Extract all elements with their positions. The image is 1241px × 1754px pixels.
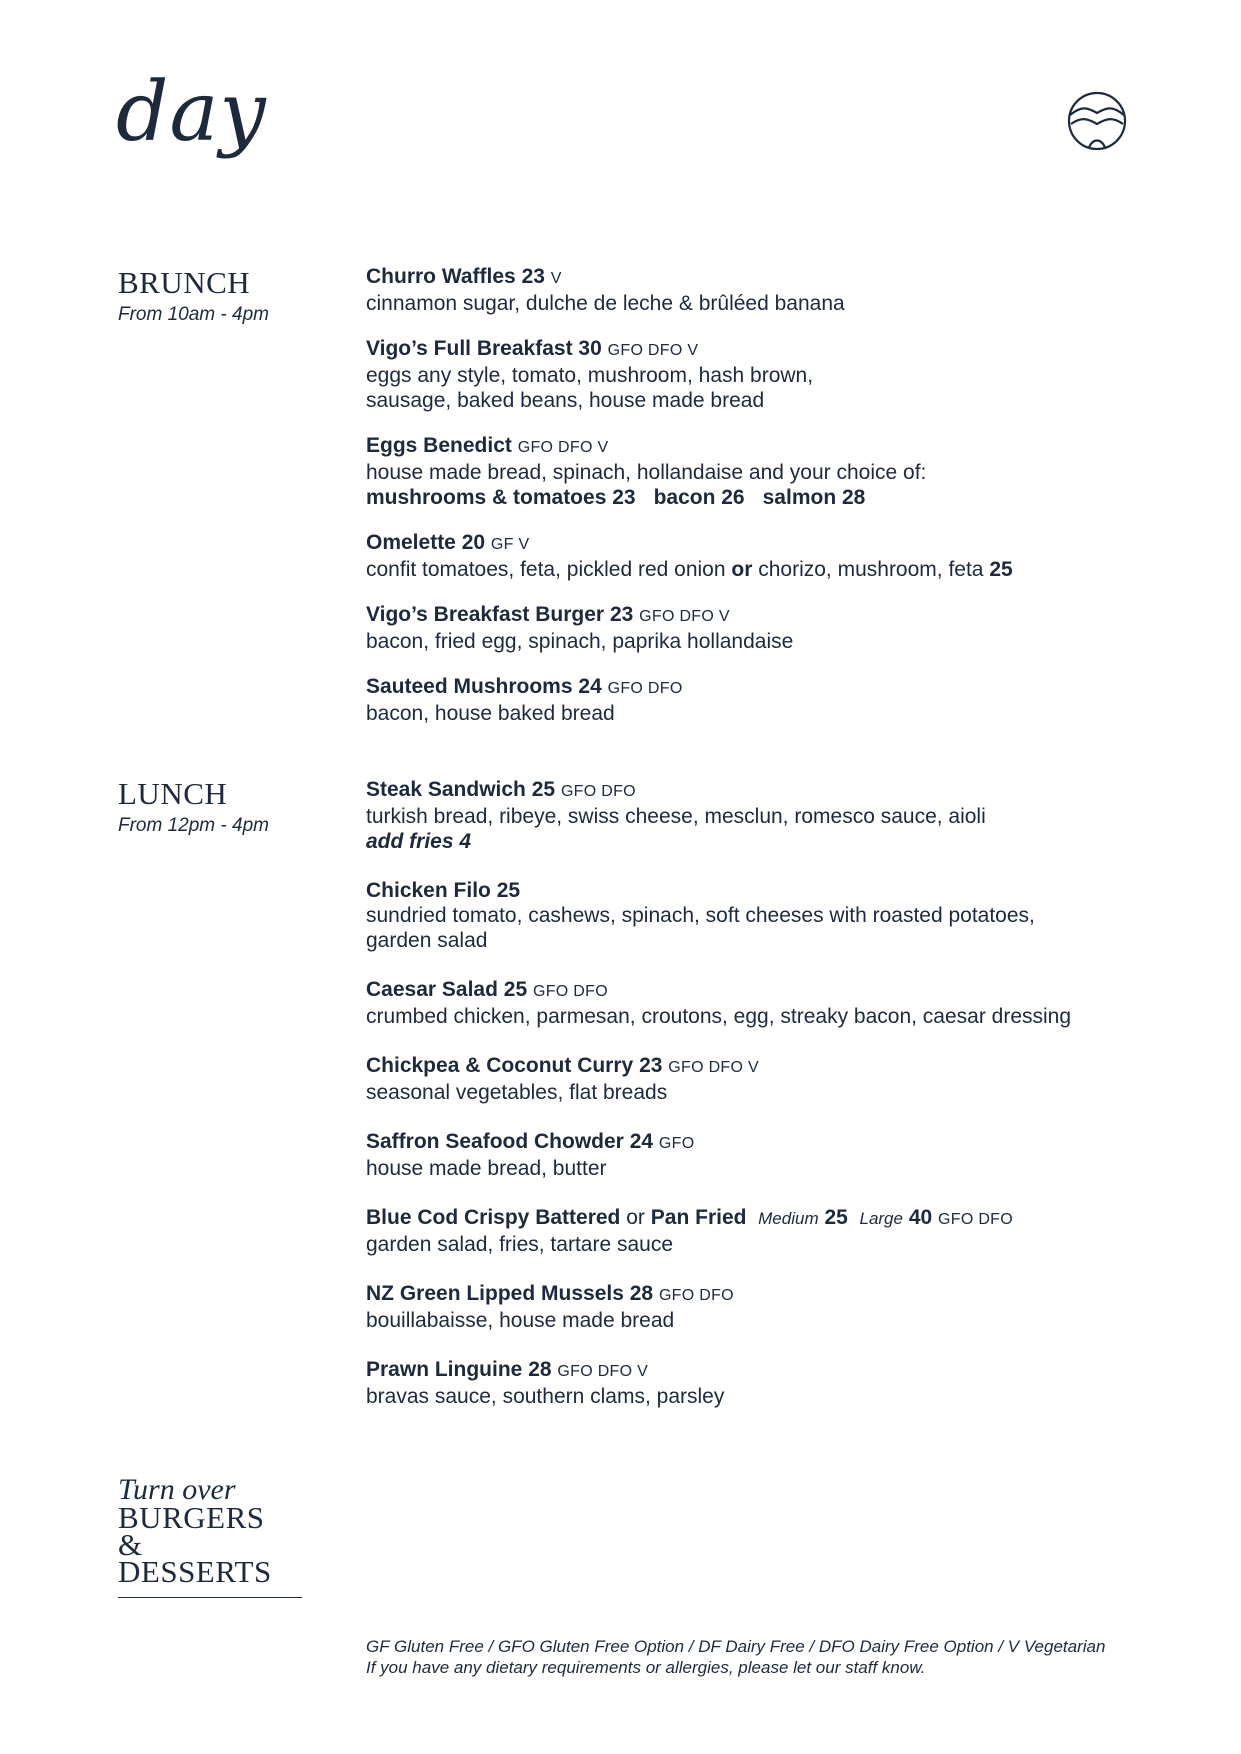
menu-item xyxy=(366,878,1226,953)
item-tags: GFO DFO xyxy=(560,783,636,800)
item-tags: V xyxy=(550,270,562,287)
menu-item xyxy=(366,977,1226,1029)
menu-item xyxy=(366,530,1226,582)
item-price: 23 xyxy=(609,603,634,626)
item-price: 23 xyxy=(521,265,545,288)
item-description: sausage, baked beans, house made bread xyxy=(366,389,765,412)
item-description: eggs any style, tomato, mushroom, hash brown, xyxy=(366,364,814,387)
item-price: 40 xyxy=(908,1206,933,1229)
item-tags: GFO DFO xyxy=(938,1211,1013,1228)
section-name: LUNCH xyxy=(118,776,228,811)
item-description: crumbed chicken, parmesan, croutons, egg, streaky bacon, caesar dressing xyxy=(366,1005,1072,1028)
item-price: 25 xyxy=(496,879,521,902)
item-price: 28 xyxy=(629,1282,654,1305)
item-option: mushrooms & tomatoes 23 xyxy=(366,486,636,509)
item-description: confit tomatoes, feta, pickled red onion or chorizo, mushroom, feta 25 xyxy=(366,558,1013,581)
section-name: BRUNCH xyxy=(118,265,251,300)
item-tags: GFO DFO V xyxy=(607,342,699,359)
turn-over-line: & DESSERTS xyxy=(118,1527,272,1589)
item-name: Eggs Benedict xyxy=(366,434,512,457)
item-description: house made bread, spinach, hollandaise and your choice of: xyxy=(366,461,927,484)
menu-item xyxy=(366,336,1226,413)
item-price: 24 xyxy=(578,675,602,698)
item-tags: GF V xyxy=(490,536,530,553)
item-name: Blue Cod Crispy Battered xyxy=(366,1206,621,1229)
size-label: Medium xyxy=(758,1209,819,1228)
item-name: Chicken Filo xyxy=(366,879,491,902)
item-description: bravas sauce, southern clams, parsley xyxy=(366,1385,725,1408)
item-description: garden salad, fries, tartare sauce xyxy=(366,1233,674,1256)
dietary-legend xyxy=(366,1636,1105,1678)
item-name: Chickpea & Coconut Curry xyxy=(366,1054,634,1077)
item-price: 25 xyxy=(531,778,556,801)
menu-item xyxy=(366,1281,1226,1333)
size-label: Large xyxy=(859,1209,903,1228)
item-description: bacon, fried egg, spinach, paprika hollandaise xyxy=(366,630,794,653)
menu-title: day xyxy=(116,65,267,160)
item-name-alt: Pan Fried xyxy=(650,1206,747,1229)
item-tags: GFO DFO xyxy=(607,680,683,697)
item-description: bouillabaisse, house made bread xyxy=(366,1309,675,1332)
item-name: Sauteed Mushrooms xyxy=(366,675,573,698)
item-name: Churro Waffles xyxy=(366,265,516,288)
item-name: Steak Sandwich xyxy=(366,778,526,801)
item-name: NZ Green Lipped Mussels xyxy=(366,1282,624,1305)
item-extra: add fries 4 xyxy=(366,830,472,853)
brunch-items xyxy=(366,264,1226,746)
lunch-items xyxy=(366,777,1226,1433)
item-tags: GFO DFO xyxy=(532,983,608,1000)
section-time: From 10am - 4pm xyxy=(118,304,269,326)
item-description: garden salad xyxy=(366,929,488,952)
item-name: Vigo’s Breakfast Burger xyxy=(366,603,605,626)
menu-item xyxy=(366,433,1226,510)
item-description: cinnamon sugar, dulche de leche & brûléed banana xyxy=(366,292,845,315)
item-price: 28 xyxy=(528,1358,552,1381)
wave-circle-icon xyxy=(1067,91,1127,151)
menu-item xyxy=(366,1129,1226,1181)
menu-item xyxy=(366,674,1226,726)
item-tags: GFO xyxy=(658,1135,695,1152)
item-name: Prawn Linguine xyxy=(366,1358,523,1381)
item-description: bacon, house baked bread xyxy=(366,702,615,725)
item-name: Omelette xyxy=(366,531,456,554)
item-description: turkish bread, ribeye, swiss cheese, mesclun, romesco sauce, aioli xyxy=(366,805,986,828)
section-time: From 12pm - 4pm xyxy=(118,815,269,837)
legend-line: GF Gluten Free / GFO Gluten Free Option / DF Dairy Free / DFO Dairy Free Option / V Vegetarian xyxy=(366,1637,1106,1656)
divider xyxy=(118,1597,302,1598)
turn-over-line: BURGERS xyxy=(118,1500,265,1535)
menu-item xyxy=(366,1205,1226,1257)
item-tags: GFO DFO V xyxy=(668,1059,759,1076)
item-tags: GFO DFO xyxy=(658,1287,734,1304)
turn-over-line: Turn over xyxy=(118,1473,236,1506)
item-or: or xyxy=(626,1206,645,1229)
turn-over-note xyxy=(118,1475,303,1598)
item-description: sundried tomato, cashews, spinach, soft cheeses with roasted potatoes, xyxy=(366,904,1035,927)
brunch-heading xyxy=(118,266,269,326)
menu-item xyxy=(366,1357,1226,1409)
item-price: 30 xyxy=(578,337,602,360)
item-option: salmon 28 xyxy=(762,486,866,509)
item-tags: GFO DFO V xyxy=(639,608,730,625)
item-price: 25 xyxy=(824,1206,848,1229)
menu-item xyxy=(366,1053,1226,1105)
item-name: Saffron Seafood Chowder xyxy=(366,1130,624,1153)
menu-item xyxy=(366,777,1226,854)
item-option: bacon 26 xyxy=(653,486,745,509)
item-description: house made bread, butter xyxy=(366,1157,607,1180)
item-name: Caesar Salad xyxy=(366,978,498,1001)
item-name: Vigo’s Full Breakfast xyxy=(366,337,573,360)
menu-item xyxy=(366,602,1226,654)
item-price: 24 xyxy=(629,1130,654,1153)
allergy-note: If you have any dietary requirements or allergies, please let our staff know. xyxy=(366,1658,926,1677)
item-price: 25 xyxy=(503,978,528,1001)
lunch-heading xyxy=(118,777,269,837)
item-tags: GFO DFO V xyxy=(517,439,609,456)
menu-item xyxy=(366,264,1226,316)
item-price: 20 xyxy=(461,531,486,554)
item-description: seasonal vegetables, flat breads xyxy=(366,1081,668,1104)
item-tags: GFO DFO V xyxy=(557,1363,649,1380)
item-price: 23 xyxy=(639,1054,663,1077)
